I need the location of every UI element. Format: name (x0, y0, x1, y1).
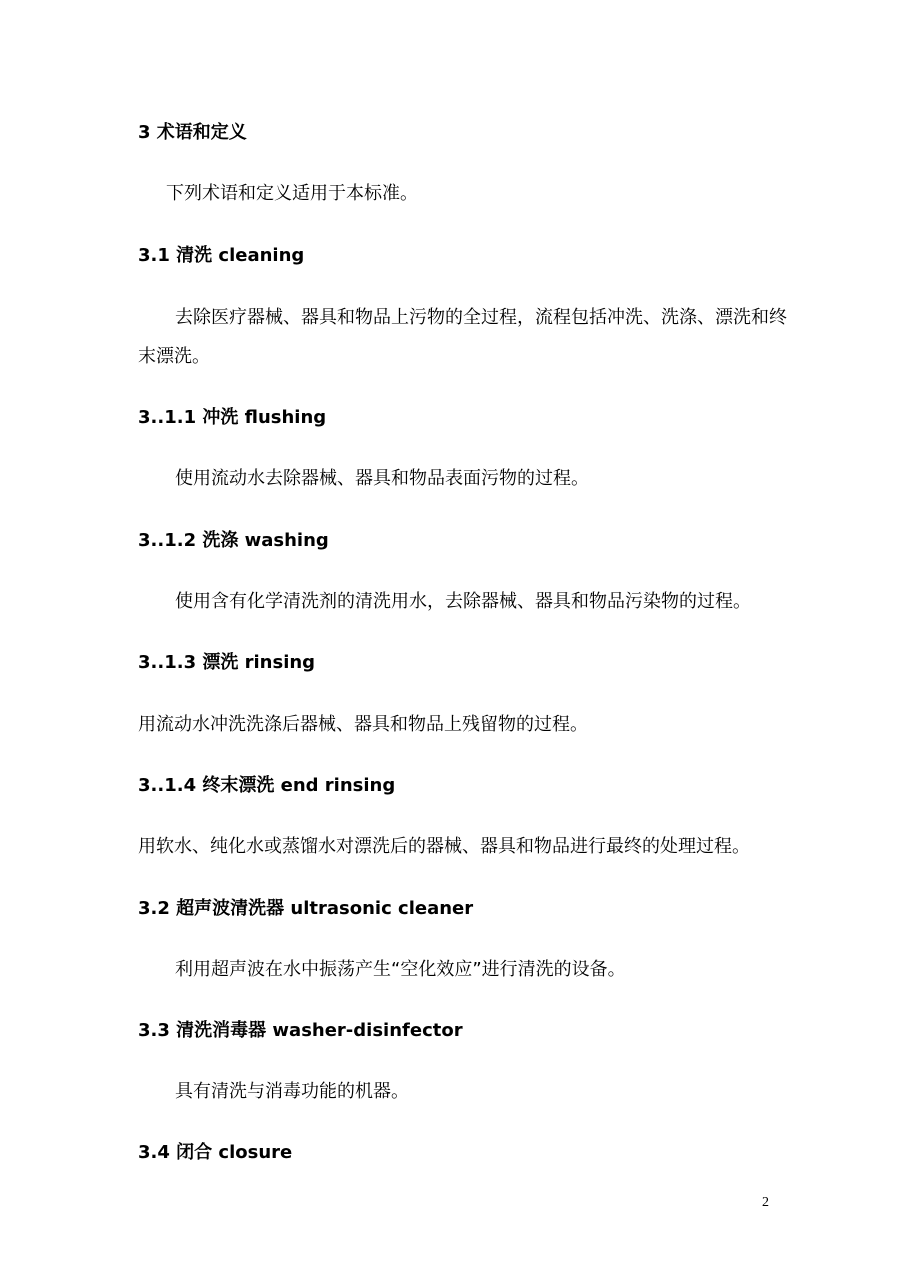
term-heading-rinsing: 3..1.3 漂洗 rinsing (138, 652, 316, 673)
term-heading-closure: 3.4 闭合 closure (138, 1142, 293, 1163)
page-number: 2 (762, 1195, 769, 1210)
term-definition-end-rinsing: 用软水、纯化水或蒸馏水对漂洗后的器械、器具和物品进行最终的处理过程。 (138, 836, 750, 857)
section-intro: 下列术语和定义适用于本标准。 (166, 183, 418, 204)
term-definition-rinsing: 用流动水冲洗洗涤后器械、器具和物品上残留物的过程。 (138, 714, 588, 735)
term-heading-end-rinsing: 3..1.4 终末漂洗 end rinsing (138, 775, 396, 796)
term-definition-flushing: 使用流动水去除器械、器具和物品表面污物的过程。 (175, 468, 589, 489)
term-definition-washing: 使用含有化学清洗剂的清洗用水，去除器械、器具和物品污染物的过程。 (175, 591, 751, 612)
term-definition-cleaning-line2: 末漂洗。 (138, 346, 210, 367)
term-heading-washing: 3..1.2 洗涤 washing (138, 530, 329, 551)
term-heading-ultrasonic-cleaner: 3.2 超声波清洗器 ultrasonic cleaner (138, 898, 474, 919)
term-heading-cleaning: 3.1 清洗 cleaning (138, 245, 305, 266)
term-definition-washer-disinfector: 具有清洗与消毒功能的机器。 (175, 1081, 409, 1102)
section-title: 3 术语和定义 (138, 122, 247, 143)
term-heading-flushing: 3..1.1 冲洗 flushing (138, 407, 327, 428)
term-definition-cleaning-line1: 去除医疗器械、器具和物品上污物的全过程，流程包括冲洗、洗涤、漂洗和终 (175, 307, 787, 328)
term-definition-ultrasonic-cleaner: 利用超声波在水中振荡产生“空化效应”进行清洗的设备。 (175, 959, 626, 980)
term-heading-washer-disinfector: 3.3 清洗消毒器 washer-disinfector (138, 1020, 463, 1041)
